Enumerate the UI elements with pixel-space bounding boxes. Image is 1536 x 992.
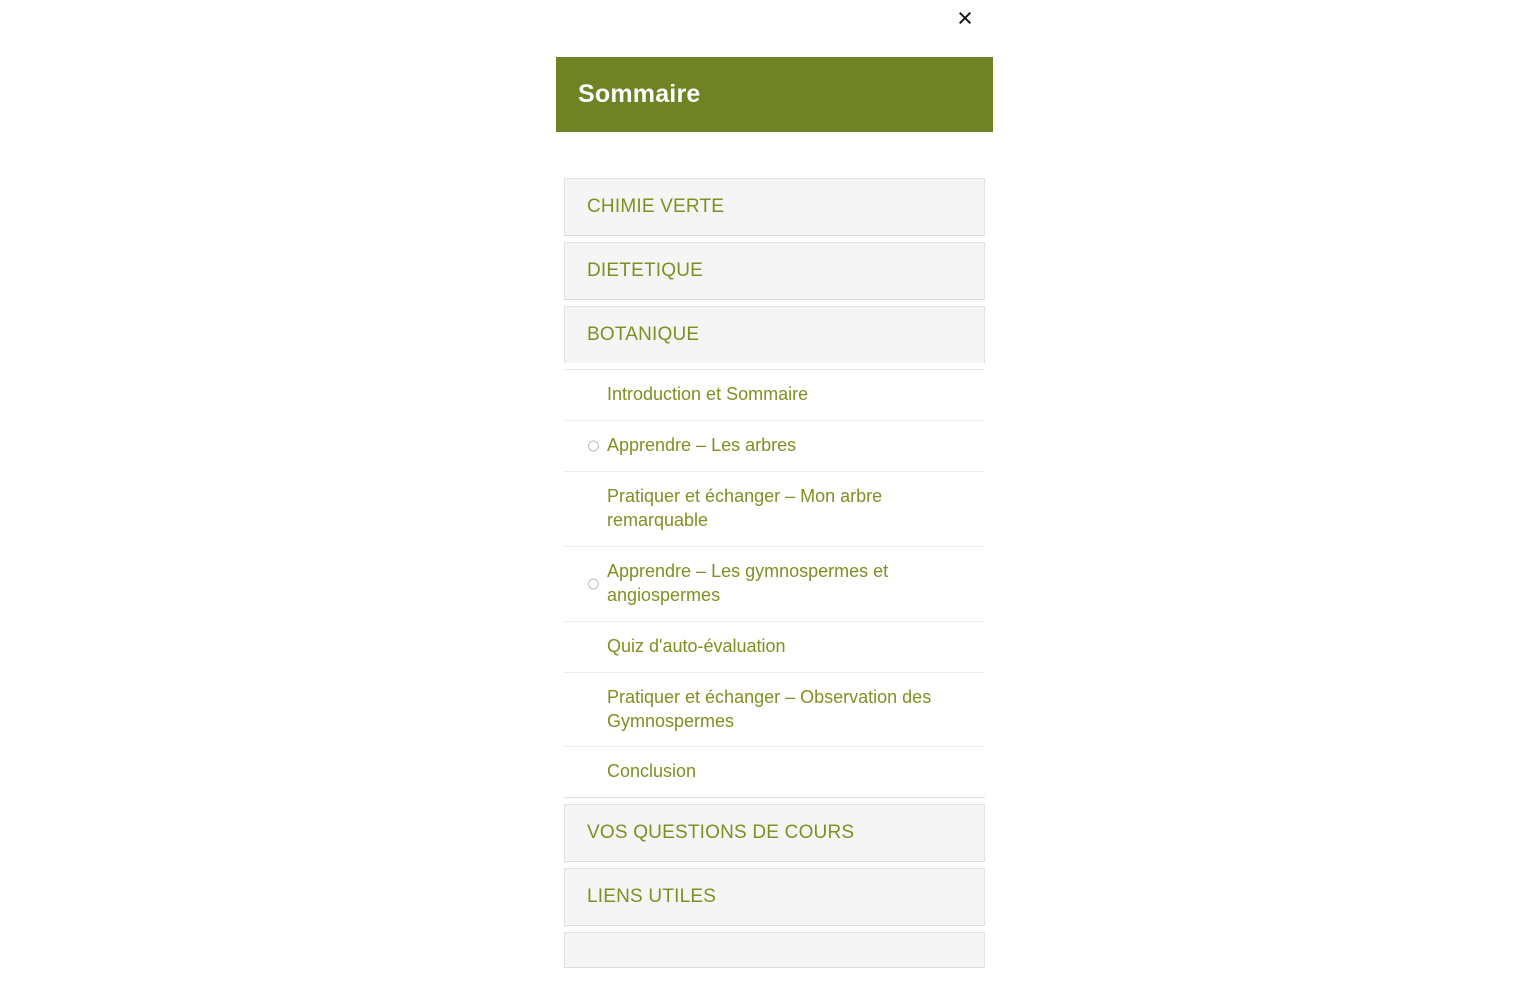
- list-item[interactable]: [564, 622, 985, 673]
- panel-header: [556, 57, 993, 132]
- list-item[interactable]: [564, 421, 985, 472]
- page-title: Sommaire: [578, 80, 701, 108]
- section-liens-utiles[interactable]: [564, 868, 985, 926]
- section-title[interactable]: VOS QUESTIONS DE COURS: [587, 822, 855, 844]
- list-item-label: Apprendre – Les gymnospermes et angiospermes: [607, 560, 889, 605]
- sommaire-panel: [556, 57, 993, 974]
- section-chimie-verte[interactable]: [564, 178, 985, 236]
- section-title[interactable]: BOTANIQUE: [587, 324, 700, 345]
- list-item-label: Apprendre – Les arbres: [607, 434, 797, 455]
- radio-icon: [588, 440, 599, 451]
- list-item[interactable]: [564, 370, 985, 421]
- section-title[interactable]: LIENS UTILES: [587, 886, 717, 908]
- list-item[interactable]: [564, 547, 985, 622]
- section-next-partial[interactable]: [564, 932, 985, 968]
- list-item-label: Quiz d'auto-évaluation: [607, 635, 786, 656]
- list-item-label: Pratiquer et échanger – Observation des Gymnospermes: [607, 686, 932, 731]
- header-spacer: [564, 140, 985, 178]
- section-title[interactable]: DIETETIQUE: [587, 260, 704, 281]
- list-item[interactable]: [564, 673, 985, 748]
- section-botanique-sublist: [564, 369, 985, 798]
- list-item-label: Pratiquer et échanger – Mon arbre remarquable: [607, 485, 883, 530]
- section-dietetique[interactable]: [564, 242, 985, 300]
- close-icon[interactable]: ×: [944, 0, 986, 36]
- section-vos-questions-de-cours[interactable]: [564, 804, 985, 862]
- section-title[interactable]: [565, 933, 984, 967]
- radio-icon: [588, 578, 599, 589]
- list-item-label: Introduction et Sommaire: [607, 384, 809, 404]
- list-item[interactable]: [564, 747, 985, 798]
- list-item[interactable]: [564, 472, 985, 547]
- list-item-label: Conclusion: [607, 761, 697, 782]
- section-title[interactable]: CHIMIE VERTE: [587, 196, 725, 217]
- section-botanique[interactable]: [564, 306, 985, 363]
- panel-body: [556, 132, 993, 968]
